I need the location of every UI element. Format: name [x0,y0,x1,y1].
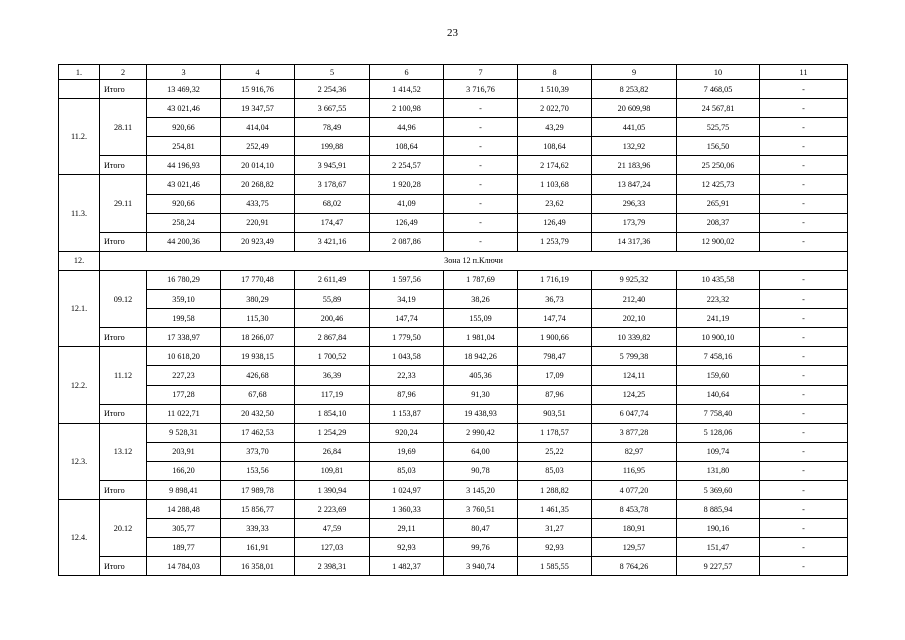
column-header: 6 [370,65,444,80]
table-cell: 14 288,48 [147,500,221,519]
table-cell: 180,91 [592,519,677,538]
table-cell: - [444,137,518,156]
table-cell: - [760,500,848,519]
row-id: 11.3. [59,175,100,251]
table-cell: 7 458,16 [677,347,760,366]
table-cell: 36,39 [295,366,370,385]
table-cell: 1 103,68 [518,175,592,194]
table-cell: - [760,309,848,328]
table-cell: 25,22 [518,442,592,461]
table-cell: - [444,99,518,118]
data-table [58,64,848,576]
table-cell: 380,29 [221,290,295,309]
table-cell: 43 021,46 [147,99,221,118]
table-cell: 108,64 [518,137,592,156]
table-cell: 80,47 [444,519,518,538]
table-cell: 31,27 [518,519,592,538]
table-cell: 153,56 [221,461,295,480]
table-cell: 1 178,57 [518,423,592,442]
table-cell: 85,03 [518,461,592,480]
table-cell: 20 432,50 [221,404,295,423]
table-cell: 5 369,60 [677,480,760,499]
table-cell: 124,11 [592,366,677,385]
table-row [59,309,848,328]
table-cell: 18 942,26 [444,347,518,366]
table-cell: - [760,232,848,251]
table-cell: 68,02 [295,194,370,213]
table-cell: 189,77 [147,538,221,557]
table-cell: 29,11 [370,519,444,538]
table-row [59,347,848,366]
table-cell: 147,74 [370,309,444,328]
table-cell: 2 254,57 [370,156,444,175]
row-date: 09.12 [100,270,147,327]
table-row [59,385,848,404]
total-row [59,328,848,347]
table-cell: 433,75 [221,194,295,213]
table-cell: 78,49 [295,118,370,137]
table-cell: 126,49 [518,213,592,232]
table-cell: 199,58 [147,309,221,328]
table-cell: 5 128,06 [677,423,760,442]
table-row [59,175,848,194]
table-cell: 9 898,41 [147,480,221,499]
table-row [59,366,848,385]
table-cell: 6 047,74 [592,404,677,423]
table-cell: - [444,232,518,251]
table-cell: 1 597,56 [370,270,444,289]
table-cell: 1 390,94 [295,480,370,499]
table-row [59,538,848,557]
column-header: 2 [100,65,147,80]
table-cell: 14 317,36 [592,232,677,251]
table-cell: 254,81 [147,137,221,156]
table-cell: 11 022,71 [147,404,221,423]
table-cell: - [760,538,848,557]
table-cell: 82,97 [592,442,677,461]
table-row [59,423,848,442]
table-cell: 126,49 [370,213,444,232]
column-header: 8 [518,65,592,80]
table-cell: 359,10 [147,290,221,309]
table-cell: 91,30 [444,385,518,404]
table-cell: 15 856,77 [221,500,295,519]
zone-title: Зона 12 п.Ключи [100,251,848,270]
table-row [59,519,848,538]
table-cell: 151,47 [677,538,760,557]
table-cell: 265,91 [677,194,760,213]
table-cell: 19 347,57 [221,99,295,118]
table-cell: 2 022,70 [518,99,592,118]
table-cell: 227,23 [147,366,221,385]
table-cell: 44 200,36 [147,232,221,251]
table-cell: 15 916,76 [221,80,295,99]
table-cell: - [760,328,848,347]
table-cell: 127,03 [295,538,370,557]
table-cell: 25 250,06 [677,156,760,175]
table-cell: 41,09 [370,194,444,213]
total-row [59,80,848,99]
table-cell: 525,75 [677,118,760,137]
table-cell: - [760,175,848,194]
table-cell: 296,33 [592,194,677,213]
table-cell: - [760,404,848,423]
table-cell: 10 435,58 [677,270,760,289]
table-cell: 1 716,19 [518,270,592,289]
total-row [59,156,848,175]
table-row [59,442,848,461]
table-cell: 1 414,52 [370,80,444,99]
table-cell: 405,36 [444,366,518,385]
table-cell: 3 877,28 [592,423,677,442]
table-cell: 1 585,55 [518,557,592,576]
table-cell: 200,46 [295,309,370,328]
table-cell: 20 609,98 [592,99,677,118]
table-cell: 129,57 [592,538,677,557]
table-cell: 1 254,29 [295,423,370,442]
total-row [59,480,848,499]
table-cell: 1 360,33 [370,500,444,519]
table-cell: 43,29 [518,118,592,137]
table-cell: 3 716,76 [444,80,518,99]
table-cell: 3 178,67 [295,175,370,194]
total-label: Итого [100,404,147,423]
table-cell: 140,64 [677,385,760,404]
table-cell: 17,09 [518,366,592,385]
table-cell: 21 183,96 [592,156,677,175]
table-cell: 241,19 [677,309,760,328]
table-cell: 20 923,49 [221,232,295,251]
total-label: Итого [100,480,147,499]
table-cell: 798,47 [518,347,592,366]
table-cell: 1 153,87 [370,404,444,423]
table-cell: 109,81 [295,461,370,480]
header-row [59,65,848,80]
table-cell: 16 780,29 [147,270,221,289]
table-cell: - [760,347,848,366]
table-cell: 208,37 [677,213,760,232]
total-label: Итого [100,557,147,576]
table-cell: - [760,118,848,137]
table-cell: 220,91 [221,213,295,232]
table-cell: 166,20 [147,461,221,480]
table-cell: 64,00 [444,442,518,461]
table-cell: 920,66 [147,194,221,213]
table-cell: 1 253,79 [518,232,592,251]
table-cell: 2 174,62 [518,156,592,175]
table-cell: 212,40 [592,290,677,309]
table-cell: 1 482,37 [370,557,444,576]
table-cell: 2 087,86 [370,232,444,251]
table-cell: - [760,80,848,99]
table-cell: 8 253,82 [592,80,677,99]
table-cell: 19 438,93 [444,404,518,423]
table-row [59,500,848,519]
row-id: 12.4. [59,500,100,576]
table-cell: 1 854,10 [295,404,370,423]
table-cell: 223,32 [677,290,760,309]
table-cell: 10 618,20 [147,347,221,366]
table-cell: 55,89 [295,290,370,309]
table-cell: 92,93 [518,538,592,557]
table-cell: 34,19 [370,290,444,309]
table-cell: 131,80 [677,461,760,480]
table-cell: 147,74 [518,309,592,328]
total-row [59,232,848,251]
table-cell: 5 799,38 [592,347,677,366]
table-cell: 24 567,81 [677,99,760,118]
table-cell: 8 885,94 [677,500,760,519]
table-cell: 36,73 [518,290,592,309]
table-cell: 920,24 [370,423,444,442]
table-cell: 1 510,39 [518,80,592,99]
table-row [59,290,848,309]
table-cell: 67,68 [221,385,295,404]
column-header: 11 [760,65,848,80]
table-cell: - [760,480,848,499]
total-label: Итого [100,232,147,251]
table-cell: 199,88 [295,137,370,156]
table-cell: 903,51 [518,404,592,423]
table-cell: - [760,213,848,232]
table-cell: 19,69 [370,442,444,461]
table-cell: 7 758,40 [677,404,760,423]
column-header: 5 [295,65,370,80]
row-date: 29.11 [100,175,147,232]
total-label: Итого [100,328,147,347]
total-label: Итого [100,80,147,99]
table-cell: 156,50 [677,137,760,156]
table-cell: 1 920,28 [370,175,444,194]
table-cell: 177,28 [147,385,221,404]
table-cell: - [760,156,848,175]
table-cell: 38,26 [444,290,518,309]
table-row [59,270,848,289]
table-cell: 17 770,48 [221,270,295,289]
table-cell: 258,24 [147,213,221,232]
table-cell: 44 196,93 [147,156,221,175]
table-cell: 90,78 [444,461,518,480]
table-cell: - [760,137,848,156]
table-cell: 19 938,15 [221,347,295,366]
table-cell: 17 338,97 [147,328,221,347]
table-cell: 373,70 [221,442,295,461]
table-row [59,118,848,137]
table-cell: 2 100,98 [370,99,444,118]
table-cell: - [760,385,848,404]
table-cell: 3 945,91 [295,156,370,175]
table-cell: 9 227,57 [677,557,760,576]
table-cell: 20 014,10 [221,156,295,175]
table-cell: 1 900,66 [518,328,592,347]
table-cell: 10 900,10 [677,328,760,347]
row-date: 13.12 [100,423,147,480]
table-cell: 1 981,04 [444,328,518,347]
column-header: 1. [59,65,100,80]
table-cell: 18 266,07 [221,328,295,347]
total-label: Итого [100,156,147,175]
table-cell: 22,33 [370,366,444,385]
table-cell: 159,60 [677,366,760,385]
total-row [59,557,848,576]
table-cell: 173,79 [592,213,677,232]
table-cell: 1 787,69 [444,270,518,289]
table-cell: - [444,194,518,213]
table-cell: 13 847,24 [592,175,677,194]
table-cell: - [444,175,518,194]
zone-row [59,251,848,270]
table-cell: 1 461,35 [518,500,592,519]
row-date: 28.11 [100,99,147,156]
table-cell: - [760,290,848,309]
table-cell: 1 024,97 [370,480,444,499]
column-header: 4 [221,65,295,80]
table-cell: 7 468,05 [677,80,760,99]
table-cell: 2 867,84 [295,328,370,347]
table-cell: 92,93 [370,538,444,557]
table-cell: 8 764,26 [592,557,677,576]
table-row [59,194,848,213]
table-cell: 414,04 [221,118,295,137]
table-cell: 3 940,74 [444,557,518,576]
table-cell: 305,77 [147,519,221,538]
table-cell: 17 462,53 [221,423,295,442]
table-cell: 12 425,73 [677,175,760,194]
empty-cell [59,80,100,99]
table-cell: 10 339,82 [592,328,677,347]
table-cell: - [760,194,848,213]
table-cell: 3 421,16 [295,232,370,251]
table-row [59,99,848,118]
table-cell: - [760,423,848,442]
table-row [59,213,848,232]
row-id: 12.3. [59,423,100,499]
table-cell: 339,33 [221,519,295,538]
table-cell: - [760,461,848,480]
table-cell: 109,74 [677,442,760,461]
table-cell: 85,03 [370,461,444,480]
table-cell: 1 288,82 [518,480,592,499]
table-cell: - [760,366,848,385]
table-row [59,137,848,156]
table-cell: 124,25 [592,385,677,404]
table-cell: 174,47 [295,213,370,232]
table-cell: 9 528,31 [147,423,221,442]
table-cell: 161,91 [221,538,295,557]
column-header: 7 [444,65,518,80]
table-cell: 117,19 [295,385,370,404]
table-cell: 2 990,42 [444,423,518,442]
table-cell: 115,30 [221,309,295,328]
table-cell: 202,10 [592,309,677,328]
table-cell: 2 223,69 [295,500,370,519]
table-cell: 2 611,49 [295,270,370,289]
table-cell: 108,64 [370,137,444,156]
table-cell: 2 398,31 [295,557,370,576]
table-cell: 155,09 [444,309,518,328]
table-cell: 47,59 [295,519,370,538]
table-cell: 20 268,82 [221,175,295,194]
zone-id: 12. [59,251,100,270]
table-cell: 99,76 [444,538,518,557]
column-header: 9 [592,65,677,80]
column-header: 3 [147,65,221,80]
row-id: 12.2. [59,347,100,423]
table-cell: 3 145,20 [444,480,518,499]
table-cell: 14 784,03 [147,557,221,576]
table-cell: 441,05 [592,118,677,137]
table-cell: 16 358,01 [221,557,295,576]
table-cell: 920,66 [147,118,221,137]
table-cell: 116,95 [592,461,677,480]
table-cell: - [444,213,518,232]
total-row [59,404,848,423]
table-cell: 8 453,78 [592,500,677,519]
column-header: 10 [677,65,760,80]
table-cell: - [444,156,518,175]
page-number: 23 [447,27,458,39]
table-cell: 87,96 [518,385,592,404]
row-id: 12.1. [59,270,100,346]
table-cell: - [760,99,848,118]
table-cell: - [760,270,848,289]
table-cell: 132,92 [592,137,677,156]
row-id: 11.2. [59,99,100,175]
table-cell: 3 667,55 [295,99,370,118]
table-cell: 1 779,50 [370,328,444,347]
table-cell: 426,68 [221,366,295,385]
table-cell: 4 077,20 [592,480,677,499]
table-cell: - [760,557,848,576]
table-cell: 87,96 [370,385,444,404]
table-cell: 190,16 [677,519,760,538]
table-cell: 13 469,32 [147,80,221,99]
row-date: 11.12 [100,347,147,404]
table-cell: 26,84 [295,442,370,461]
table-cell: 43 021,46 [147,175,221,194]
table-cell: 2 254,36 [295,80,370,99]
table-cell: - [760,519,848,538]
table-cell: 203,91 [147,442,221,461]
table-row [59,461,848,480]
table-cell: 17 989,78 [221,480,295,499]
table-cell: 3 760,51 [444,500,518,519]
table-cell: 1 043,58 [370,347,444,366]
table-cell: 44,96 [370,118,444,137]
table-cell: 1 700,52 [295,347,370,366]
table-cell: 252,49 [221,137,295,156]
table-cell: 23,62 [518,194,592,213]
table-cell: - [444,118,518,137]
table-cell: - [760,442,848,461]
table-cell: 9 925,32 [592,270,677,289]
row-date: 20.12 [100,500,147,557]
table-cell: 12 900,02 [677,232,760,251]
